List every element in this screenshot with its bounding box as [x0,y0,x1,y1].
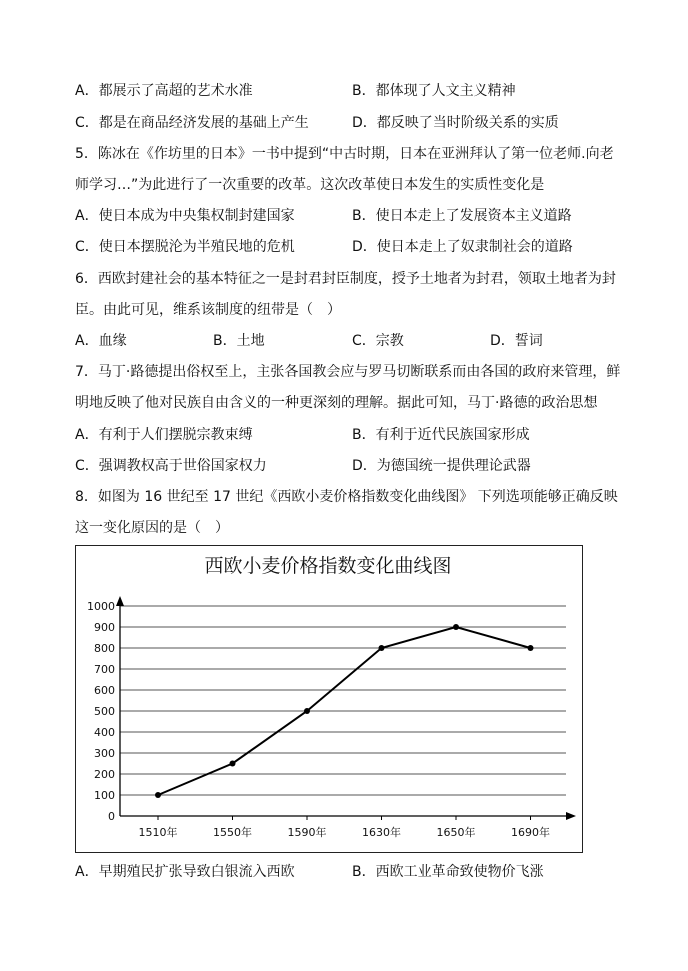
data-point [453,624,459,630]
q4-option-b: B．都体现了人文主义精神 [352,83,516,99]
y-tick-label: 400 [94,726,115,739]
q5-stem-line1: 5．陈冰在《作坊里的日本》一书中提到“中古时期，日本在亚洲拜认了第一位老师.向老 [75,146,614,162]
q8-stem-line2: 这一变化原因的是（ ） [75,520,229,536]
q5-option-a: A．使日本成为中央集权制封建国家 [75,208,295,224]
q6-option-c: C．宗教 [352,333,404,349]
q4-option-c: C．都是在商品经济发展的基础上产生 [75,115,309,131]
q5-stem-line2: 师学习…”为此进行了一次重要的改革。这次改革使日本发生的实质性变化是 [75,177,545,193]
y-tick-label: 100 [94,789,115,802]
wheat-price-chart [75,545,583,853]
q7-option-a: A．有利于人们摆脱宗教束缚 [75,427,253,443]
x-tick-label: 1550年 [213,826,252,839]
q4-option-d: D．都反映了当时阶级关系的实质 [352,115,559,131]
y-tick-label: 600 [94,684,115,697]
y-axis-arrow [116,596,124,606]
q5-option-d: D．使日本走上了奴隶制社会的道路 [352,239,573,255]
q7-option-b: B．有利于近代民族国家形成 [352,427,530,443]
x-axis-arrow [566,812,576,820]
q6-stem-line2: 臣。由此可见，维系该制度的纽带是（ ） [75,302,341,318]
q6-option-b: B．土地 [213,333,265,349]
x-tick-label: 1510年 [138,826,178,839]
grid-layer [120,606,566,795]
q7-option-d: D．为德国统一提供理论武器 [352,458,531,474]
q6-option-a: A．血缘 [75,333,127,349]
y-tick-label: 500 [94,705,115,718]
data-point [304,708,310,714]
q5-option-b: B．使日本走上了发展资本主义道路 [352,208,572,224]
x-tick-label: 1690年 [511,826,550,839]
data-point [528,645,534,651]
q6-stem-line1: 6．西欧封建社会的基本特征之一是封君封臣制度，授予土地者为封君，领取土地者为封 [75,271,616,287]
y-tick-label: 300 [94,747,115,760]
q8-stem-line1: 8．如图为 16 世纪至 17 世纪《西欧小麦价格指数变化曲线图》 下列选项能够正确反映 [75,489,618,505]
q7-option-c: C．强调教权高于世俗国家权力 [75,458,267,474]
data-point [155,792,161,798]
label-layer [87,600,550,839]
q8-option-b: B．西欧工业革命致使物价飞涨 [352,864,544,880]
data-point [379,645,385,651]
y-tick-label: 900 [94,621,115,634]
y-tick-label: 200 [94,768,115,781]
q8-option-a: A．早期殖民扩张导致白银流入西欧 [75,864,295,880]
data-point [230,761,236,767]
q7-stem-line2: 明地反映了他对民族自由含义的一种更深刻的理解。据此可知，马丁·路德的政治思想 [75,395,598,411]
x-tick-label: 1650年 [436,826,476,839]
y-tick-label: 700 [94,663,115,676]
y-tick-label: 1000 [87,600,115,613]
y-tick-label: 0 [108,810,115,823]
q5-option-c: C．使日本摆脱沦为半殖民地的危机 [75,239,295,255]
chart-title: 西欧小麦价格指数变化曲线图 [204,555,452,577]
axis-layer [116,596,576,820]
x-tick-label: 1590年 [287,826,327,839]
x-tick-label: 1630年 [362,826,401,839]
y-tick-label: 800 [94,642,115,655]
chart-svg [76,546,581,851]
q6-option-d: D．誓词 [490,333,543,349]
q4-option-a: A．都展示了高超的艺术水准 [75,83,253,99]
q7-stem-line1: 7．马丁·路德提出俗权至上，主张各国教会应与罗马切断联系而由各国的政府来管理，鲜 [75,364,621,380]
